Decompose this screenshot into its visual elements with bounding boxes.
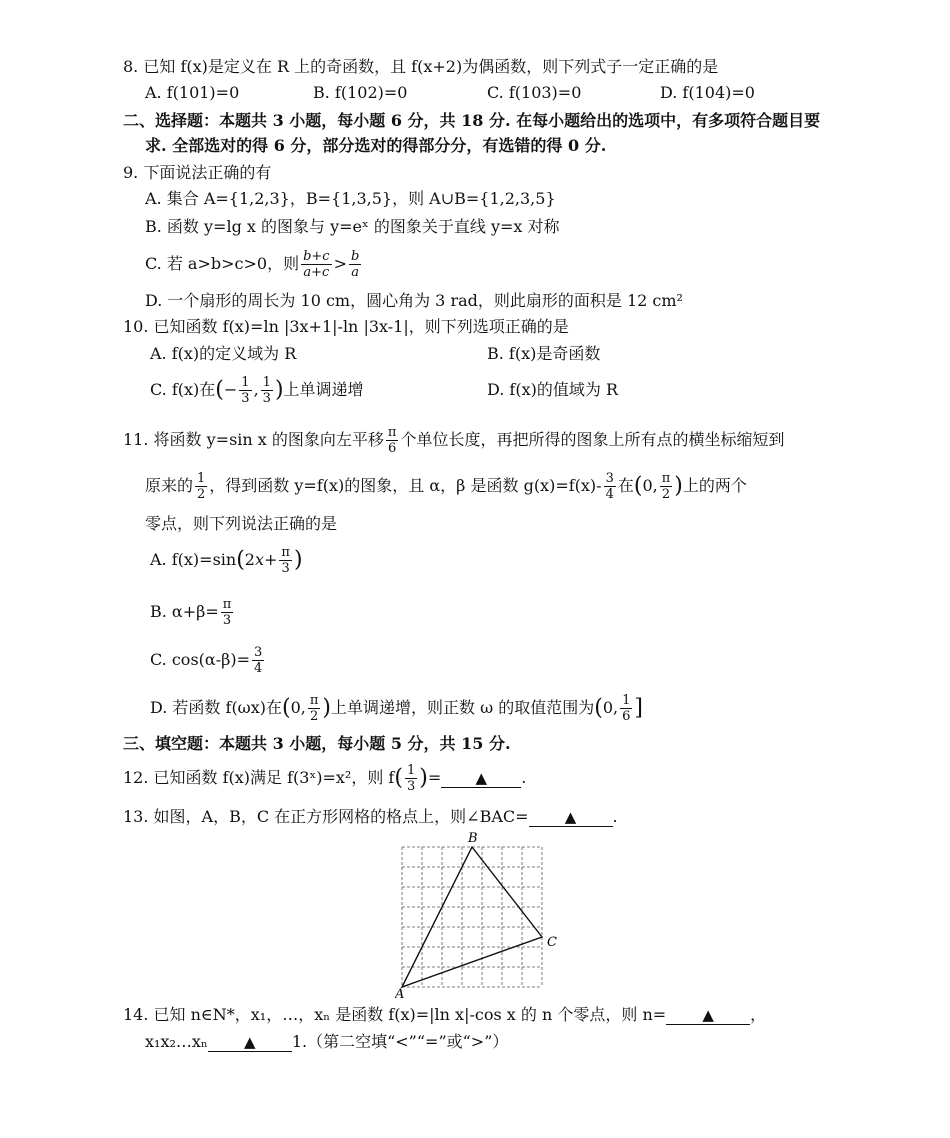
q10-c-f2-num: 1 bbox=[262, 375, 271, 390]
q11-b-fraction bbox=[221, 597, 234, 628]
q12-fraction bbox=[405, 763, 417, 794]
q11-d-f1-num: π bbox=[309, 693, 319, 708]
q13-grid-figure bbox=[395, 830, 565, 1000]
q14-l2-suffix: 1.（第二空填“<”“=”或“>”） bbox=[291, 1032, 509, 1051]
q9-option-d: D. 一个扇形的周长为 10 cm，圆心角为 3 rad，则此扇形的面积是 12 cm² bbox=[145, 291, 683, 310]
q11-c-fraction bbox=[252, 645, 264, 676]
q14-l1-prefix: 14. 已知 n∈N*，x₁，…，xₙ 是函数 f(x)=|ln x|-cos x 的 n 个零点，则 n= bbox=[123, 1005, 667, 1024]
q11-l2-suffix: 上的两个 bbox=[682, 476, 747, 495]
q12-answer-blank[interactable]: ▲ bbox=[441, 769, 521, 788]
q11-l2-fraction-1 bbox=[195, 471, 207, 502]
section3-heading: 三、填空题：本题共 3 小题，每小题 5 分，共 15 分. bbox=[123, 734, 511, 753]
q11-option-d: D. 若函数 f(ωx)在(0, $\frac{\pi}{2}$ )上单调递增，则正数 ω 的取值范围为(0, $\frac{1}{6}$ ] bbox=[150, 693, 643, 724]
q12-f-den: 3 bbox=[406, 779, 416, 794]
q9-option-c bbox=[145, 244, 363, 284]
q9-c-fraction-1 bbox=[301, 249, 332, 280]
q10-option-c: C. f(x)在(− $\frac{1}{3}$ , $\frac{1}{3}$ )上单调递增 bbox=[150, 375, 364, 406]
q11-l2-f2-num: 3 bbox=[605, 471, 614, 486]
q11-b-f-den: 3 bbox=[222, 613, 232, 628]
q8-option-b: B. f(102)=0 bbox=[313, 83, 408, 102]
q10-c-f2-den: 3 bbox=[262, 391, 271, 406]
q14-answer-blank-1[interactable]: ▲ bbox=[666, 1006, 750, 1025]
q11-d-f2-den: 6 bbox=[622, 709, 631, 724]
q10-c-prefix: C. f(x)在 bbox=[150, 380, 216, 399]
q12-end: . bbox=[521, 768, 527, 787]
q10-c-suffix: 上单调递增 bbox=[283, 380, 364, 399]
q11-line-1 bbox=[123, 420, 784, 460]
q10-c-f1-num: 1 bbox=[241, 375, 250, 390]
q11-a-f-num: π bbox=[281, 545, 290, 560]
q13-answer-blank[interactable]: ▲ bbox=[529, 808, 613, 827]
q11-l2-f2-den: 4 bbox=[605, 487, 614, 502]
grid-lines bbox=[402, 847, 542, 987]
q11-d-fraction-2 bbox=[620, 693, 632, 724]
q13-text: 13. 如图，A，B，C 在正方形网格的格点上，则∠BAC= bbox=[123, 807, 529, 826]
label-b: B bbox=[468, 831, 478, 846]
q11-b-f-num: π bbox=[222, 597, 232, 612]
q9-c-f2-num: b bbox=[350, 249, 360, 264]
q8-option-c: C. f(103)=0 bbox=[487, 83, 582, 102]
q11-a-f-den: 3 bbox=[281, 561, 290, 576]
q11-d-fraction-1 bbox=[308, 693, 321, 724]
q10-option-a: A. f(x)的定义域为 R bbox=[150, 344, 297, 363]
q10-c-fraction-1 bbox=[239, 375, 251, 406]
q9-c-prefix: C. 若 a>b>c>0，则 bbox=[145, 254, 300, 273]
q11-l1-f-den: 6 bbox=[388, 441, 397, 456]
q10-c-fraction-2 bbox=[261, 375, 273, 406]
q11-b-prefix: B. α+β= bbox=[150, 602, 219, 621]
q10-c-f1-den: 3 bbox=[241, 391, 250, 406]
q8-option-a: A. f(101)=0 bbox=[145, 83, 240, 102]
q9-option-b: B. 函数 y=lg x 的图象与 y=eˣ 的图象关于直线 y=x 对称 bbox=[145, 217, 560, 236]
q11-l2-fraction-3 bbox=[660, 471, 673, 502]
q12-prefix: 12. 已知函数 f(x)满足 f(3ˣ)=x²，则 f bbox=[123, 768, 395, 787]
q11-l2-fraction-2 bbox=[604, 471, 616, 502]
q11-l1-suffix: 个单位长度，再把所得的图象上所有点的横坐标缩短到 bbox=[400, 430, 785, 449]
q11-option-a: A. f(x)=sin(2x+ $\frac{\pi}{3}$ ) bbox=[150, 545, 303, 576]
q10-stem: 10. 已知函数 f(x)=ln |3x+1|-ln |3x-1|，则下列选项正确的是 bbox=[123, 317, 569, 336]
q14-answer-blank-2[interactable]: ▲ bbox=[208, 1033, 292, 1052]
q11-l2-middle: ，得到函数 y=f(x)的图象，且 α，β 是函数 g(x)=f(x)- bbox=[209, 476, 602, 495]
q9-c-f1-den: a+c bbox=[303, 265, 330, 280]
q11-l1-prefix: 11. 将函数 y=sin x 的图象向左平移 bbox=[123, 430, 384, 449]
triangle-abc bbox=[402, 847, 542, 987]
q9-stem: 9. 下面说法正确的有 bbox=[123, 163, 272, 182]
q11-l2-f3-num: π bbox=[661, 471, 671, 486]
q11-d-f1-den: 2 bbox=[309, 709, 319, 724]
q11-option-b bbox=[150, 592, 235, 632]
label-c: C bbox=[547, 935, 557, 950]
q11-a-prefix: A. f(x)=sin bbox=[150, 550, 237, 569]
q11-l2-f3-den: 2 bbox=[661, 487, 671, 502]
q13-line bbox=[123, 806, 618, 828]
q9-option-a: A. 集合 A={1,2,3}，B={1,3,5}，则 A∪B={1,2,3,5} bbox=[145, 189, 556, 208]
q11-d-prefix: D. 若函数 f(ωx)在 bbox=[150, 698, 282, 717]
q14-l1-end: ， bbox=[750, 1005, 767, 1024]
q11-d-middle: 上单调递增，则正数 ω 的取值范围为 bbox=[331, 698, 595, 717]
q11-l2-prefix: 原来的 bbox=[145, 476, 194, 495]
q11-c-f-num: 3 bbox=[254, 645, 263, 660]
q14-line-2 bbox=[145, 1031, 508, 1053]
q11-l1-fraction bbox=[386, 425, 399, 456]
q11-d-f2-num: 1 bbox=[622, 693, 631, 708]
q9-c-f1-num: b+c bbox=[303, 249, 330, 264]
q9-c-gt: > bbox=[333, 254, 347, 273]
q11-line-2: 原来的 $\frac{1}{2}$ ，得到函数 y=f(x)的图象，且 α，β 是函数 g(x)=f(x)- $\frac{3}{4}$ 在(0, $\frac{\pi}{2}$ )上的两个 bbox=[145, 471, 747, 502]
q13-end: . bbox=[612, 807, 618, 826]
q9-c-f2-den: a bbox=[351, 265, 360, 280]
q11-l2-f1-num: 1 bbox=[197, 471, 206, 486]
q11-line-3: 零点，则下列说法正确的是 bbox=[145, 514, 338, 533]
label-a: A bbox=[395, 987, 405, 1000]
q11-a-fraction bbox=[279, 545, 292, 576]
q11-c-prefix: C. cos(α-β)= bbox=[150, 650, 250, 669]
q11-l2-f1-den: 2 bbox=[197, 487, 206, 502]
q12-equals: = bbox=[427, 768, 442, 787]
q9-c-fraction-2 bbox=[349, 249, 361, 280]
section2-heading: 二、选择题：本题共 3 小题，每小题 6 分，共 18 分. 在每小题给出的选项中，有多项符合题目要 bbox=[123, 111, 821, 130]
section2-instructions: 求. 全部选对的得 6 分，部分选对的得部分分，有选错的得 0 分. bbox=[145, 136, 607, 155]
q11-c-f-den: 4 bbox=[254, 661, 263, 676]
q14-l2-prefix: x₁x₂…xₙ bbox=[145, 1032, 208, 1051]
q11-l1-f-num: π bbox=[387, 425, 397, 440]
q12-f-num: 1 bbox=[406, 763, 416, 778]
q12-line: 12. 已知函数 f(x)满足 f(3ˣ)=x²，则 f( $\frac{1}{3}$ )= ▲ . bbox=[123, 763, 527, 794]
q8-option-d: D. f(104)=0 bbox=[660, 83, 755, 102]
q10-option-b: B. f(x)是奇函数 bbox=[487, 344, 601, 363]
q10-option-d: D. f(x)的值域为 R bbox=[487, 380, 618, 399]
q11-l2-middle-2: 在 bbox=[617, 476, 634, 495]
q14-line-1 bbox=[123, 1004, 766, 1026]
q8-stem: 8. 已知 f(x)是定义在 R 上的奇函数，且 f(x+2)为偶函数，则下列式子一定正确的是 bbox=[123, 57, 719, 76]
q11-option-c bbox=[150, 640, 266, 680]
